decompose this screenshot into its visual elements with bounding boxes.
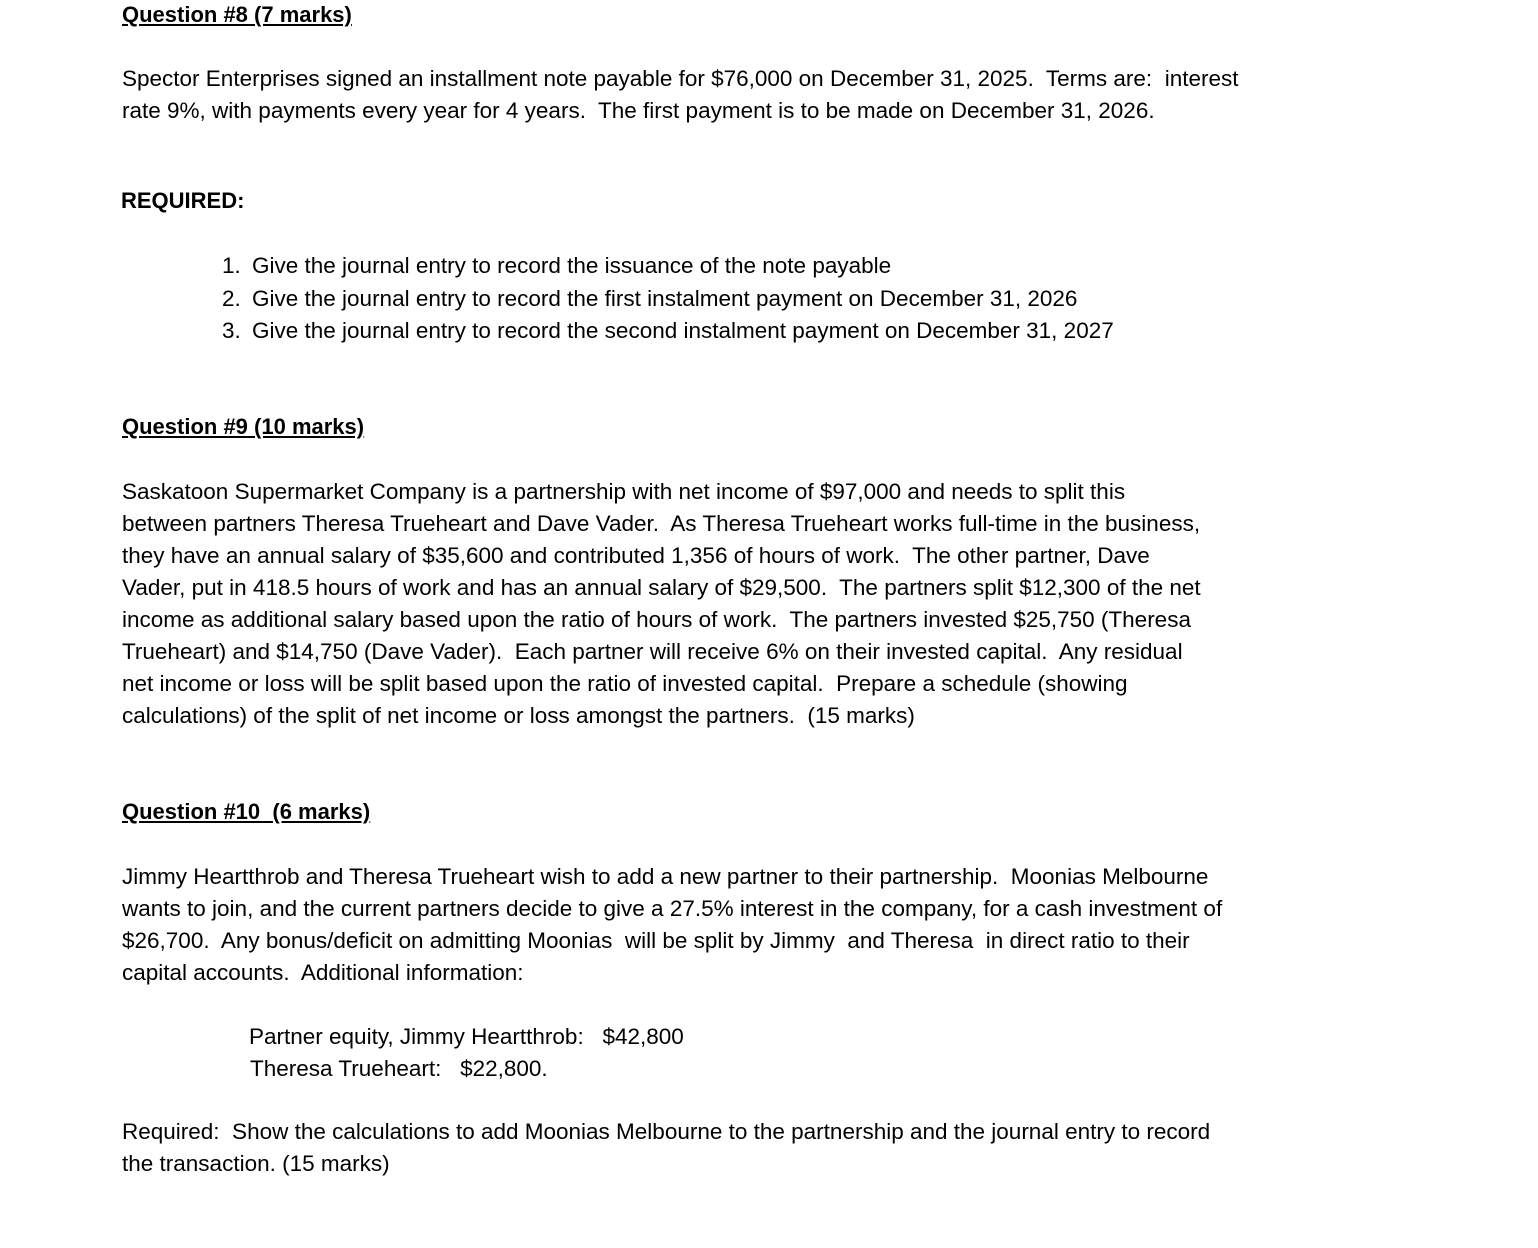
question-10-body: [122, 861, 1382, 989]
partner-equity-block: [249, 1021, 684, 1085]
question-10-body-line: wants to join, and the current partners decide to give a 27.5% interest in the company, for a cash investment of: [122, 896, 1223, 921]
list-item: [222, 250, 1114, 283]
question-9-body-line: net income or loss will be split based upon the ratio of invested capital. Prepare a schedule (showing: [122, 671, 1128, 696]
question-9-body: [122, 476, 1382, 732]
list-item-number: 2.: [222, 285, 241, 311]
question-9-body-line: calculations) of the split of net income or loss amongst the partners. (15 marks): [122, 703, 915, 728]
list-item-text: Give the journal entry to record the issuance of the note payable: [252, 253, 892, 278]
question-10-required-line: the transaction. (15 marks): [122, 1151, 390, 1176]
list-item-text: Give the journal entry to record the first instalment payment on December 31, 2026: [252, 285, 1078, 311]
question-9-body-line: Saskatoon Supermarket Company is a partnership with net income of $97,000 and needs to split this: [122, 479, 1126, 504]
question-8-heading: Question #8 (7 marks): [122, 2, 352, 27]
question-9-body-line: income as additional salary based upon the ratio of hours of work. The partners invested $25,750 (Theresa: [122, 607, 1191, 632]
required-list: [222, 250, 1114, 348]
question-10-heading: Question #10 (6 marks): [122, 799, 371, 824]
question-9-body-line: Vader, put in 418.5 hours of work and has an annual salary of $29,500. The partners split $12,300 of the net: [122, 575, 1201, 600]
list-item-number: 3.: [222, 318, 241, 343]
question-9-body-line: they have an annual salary of $35,600 and contributed 1,356 of hours of work. The other partner, Dave: [122, 543, 1150, 568]
question-10-required-line: Required: Show the calculations to add Moonias Melbourne to the partnership and the journal entry to record: [122, 1119, 1211, 1144]
list-item: [222, 283, 1114, 316]
list-item-text: Give the journal entry to record the second instalment payment on December 31, 2027: [252, 318, 1114, 343]
list-item: [222, 315, 1114, 348]
question-9-body-line: between partners Theresa Trueheart and Dave Vader. As Theresa Trueheart works full-time in the business,: [122, 511, 1201, 536]
list-item-number: 1.: [222, 253, 241, 278]
question-10-body-line: capital accounts. Additional information:: [122, 960, 524, 985]
partner-equity-line: Theresa Trueheart: $22,800.: [250, 1056, 548, 1081]
question-9-heading: Question #9 (10 marks): [122, 414, 365, 439]
question-8-body-line: Spector Enterprises signed an installment note payable for $76,000 on December 31, 2025. Terms are: interest: [122, 66, 1239, 91]
question-10-required: [122, 1116, 1382, 1180]
required-heading: REQUIRED:: [121, 188, 245, 213]
question-9-body-line: Trueheart) and $14,750 (Dave Vader). Each partner will receive 6% on their invested capital. Any residual: [122, 639, 1183, 664]
question-10-body-line: Jimmy Heartthrob and Theresa Trueheart wish to add a new partner to their partnership. Moonias Melbourne: [122, 864, 1209, 889]
partner-equity-line: Partner equity, Jimmy Heartthrob: $42,800: [249, 1024, 684, 1049]
question-8-body: [122, 63, 1382, 127]
question-8-body-line: rate 9%, with payments every year for 4 years. The first payment is to be made on December 31, 2026.: [122, 98, 1155, 123]
question-10-body-line: $26,700. Any bonus/deficit on admitting Moonias will be split by Jimmy and Theresa in direct ratio to their: [122, 928, 1190, 953]
